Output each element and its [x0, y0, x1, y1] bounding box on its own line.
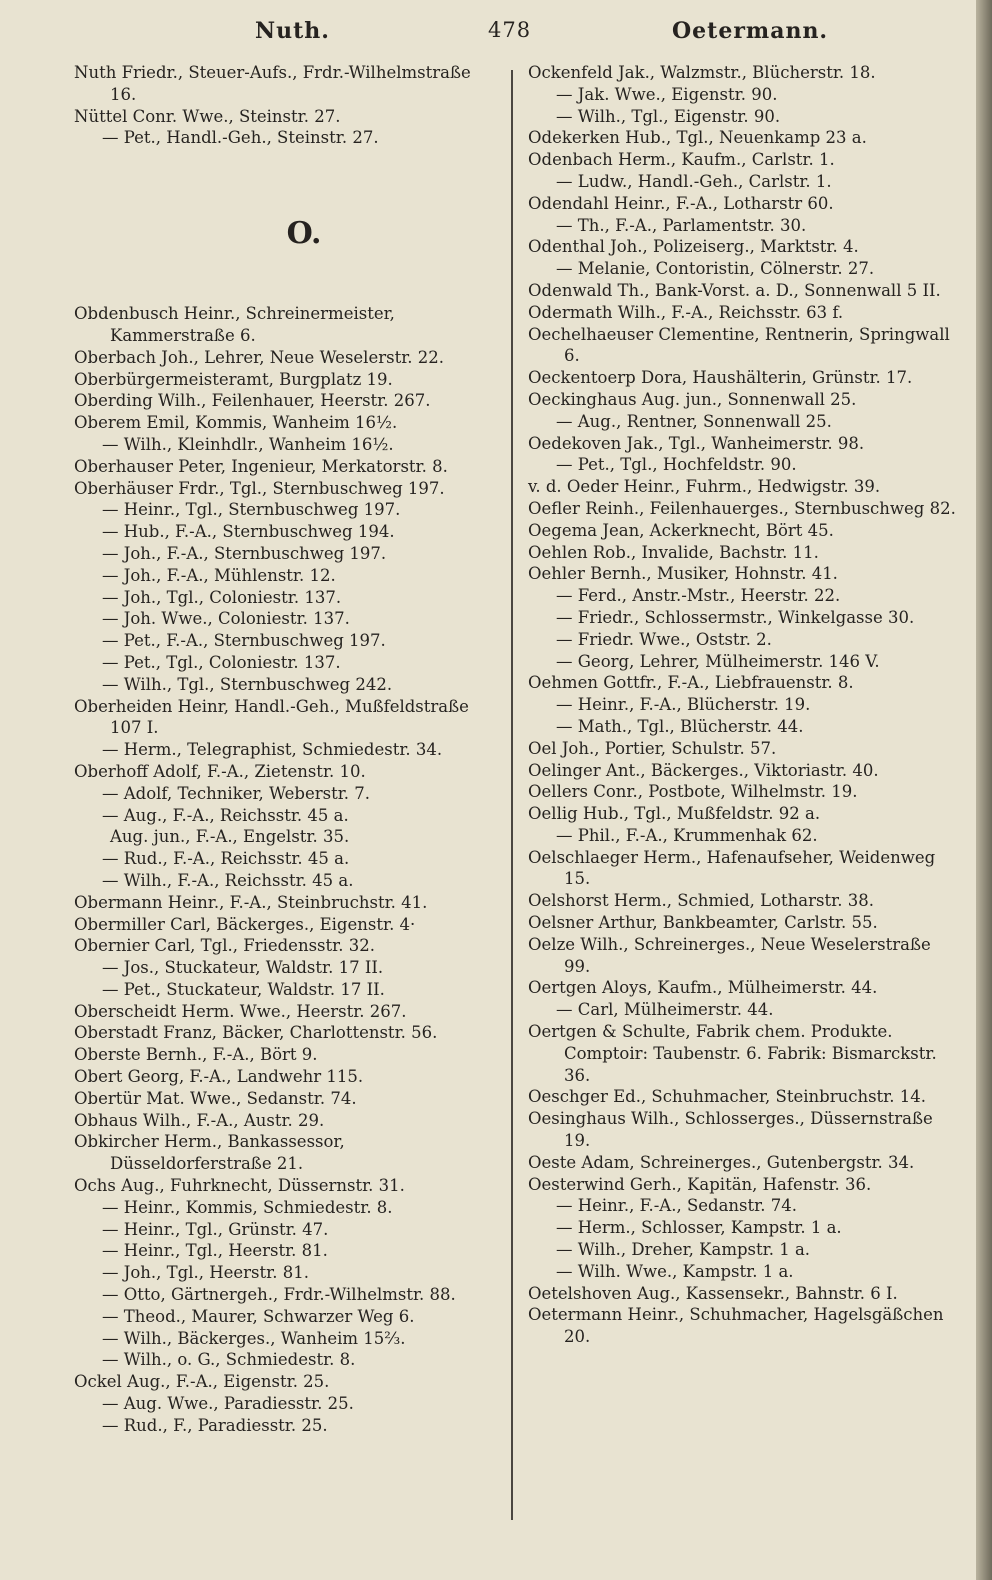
directory-entry: — Jak. Wwe., Eigenstr. 90.	[556, 84, 778, 104]
directory-entry: Oertgen & Schulte, Fabrik chem. Produkte. Comptoir: Taubenstr. 6. Fabrik: Bismarckstr. 36.	[528, 1022, 937, 1085]
directory-entry: Aug. jun., F.-A., Engelstr. 35.	[110, 827, 350, 847]
directory-entry: — Ferd., Anstr.-Mstr., Heerstr. 22.	[556, 586, 841, 606]
directory-entry: Ockel Aug., F.-A., Eigenstr. 25.	[74, 1372, 330, 1392]
directory-entry: Odenwald Th., Bank-Vorst. a. D., Sonnenwall 5 II.	[528, 280, 941, 300]
page-header	[0, 18, 976, 50]
page-number: 478	[488, 18, 532, 42]
directory-entry: Oelinger Ant., Bäckerges., Viktoriastr. 40.	[528, 760, 879, 780]
directory-entry: Obkircher Herm., Bankassessor, Düsseldorferstraße 21.	[74, 1132, 345, 1174]
directory-entry: Oberstadt Franz, Bäcker, Charlottenstr. 56.	[74, 1023, 438, 1043]
directory-entry: Oechelhaeuser Clementine, Rentnerin, Springwall 6.	[528, 324, 950, 366]
directory-entry: Obhaus Wilh., F.-A., Austr. 29.	[74, 1110, 325, 1130]
directory-entry: Oegema Jean, Ackerknecht, Bört 45.	[528, 520, 834, 540]
directory-entry: — Theod., Maurer, Schwarzer Weg 6.	[102, 1306, 415, 1326]
directory-entry: — Heinr., Tgl., Heerstr. 81.	[102, 1241, 328, 1261]
right-column	[528, 62, 956, 1348]
directory-entry: — Joh., Tgl., Coloniestr. 137.	[102, 587, 342, 607]
directory-entry: — Pet., F.-A., Sternbuschweg 197.	[102, 631, 386, 651]
directory-entry: — Wilh., Kleinhdlr., Wanheim 16½.	[102, 434, 394, 454]
directory-entry: — Joh., F.-A., Mühlenstr. 12.	[102, 565, 336, 585]
directory-entry: — Rud., F., Paradiesstr. 25.	[102, 1415, 328, 1435]
header-right-keyword: Oetermann.	[672, 18, 829, 44]
directory-entry: Oetelshoven Aug., Kassensekr., Bahnstr. 6 I.	[528, 1283, 898, 1303]
directory-entry: — Joh. Wwe., Coloniestr. 137.	[102, 609, 350, 629]
directory-entry: — Wilh., o. G., Schmiedestr. 8.	[102, 1350, 356, 1370]
directory-entry: — Pet., Tgl., Hochfeldstr. 90.	[556, 455, 797, 475]
directory-entry: — Joh., Tgl., Heerstr. 81.	[102, 1263, 309, 1283]
directory-entry: Oesterwind Gerh., Kapitän, Hafenstr. 36.	[528, 1174, 872, 1194]
directory-entry: Nüttel Conr. Wwe., Steinstr. 27.	[74, 106, 341, 126]
directory-entry: — Heinr., Tgl., Sternbuschweg 197.	[102, 500, 401, 520]
directory-entry: Nuth Friedr., Steuer-Aufs., Frdr.-Wilhelmstraße 16.	[74, 63, 471, 104]
directory-entry: — Aug., F.-A., Reichsstr. 45 a.	[102, 805, 349, 825]
directory-entry: Obermann Heinr., F.-A., Steinbruchstr. 41.	[74, 892, 428, 912]
column-divider	[511, 70, 513, 1520]
directory-entry: Obdenbusch Heinr., Schreinermeister, Kammerstraße 6.	[74, 304, 395, 345]
directory-entry: Oefler Reinh., Feilenhauerges., Sternbuschweg 82.	[528, 498, 956, 518]
directory-entry: — Friedr. Wwe., Oststr. 2.	[556, 629, 772, 649]
directory-entry: — Hub., F.-A., Sternbuschweg 194.	[102, 522, 395, 542]
directory-entry: — Th., F.-A., Parlamentstr. 30.	[556, 215, 807, 235]
directory-entry: Obertür Mat. Wwe., Sedanstr. 74.	[74, 1088, 357, 1108]
directory-entry: Oberscheidt Herm. Wwe., Heerstr. 267.	[74, 1001, 407, 1021]
directory-entry: — Joh., F.-A., Sternbuschweg 197.	[102, 543, 387, 563]
directory-entry: Oberem Emil, Kommis, Wanheim 16½.	[74, 413, 398, 433]
directory-entry: Oelze Wilh., Schreinerges., Neue Weselerstraße 99.	[528, 934, 931, 976]
directory-entry: — Melanie, Contoristin, Cölnerstr. 27.	[556, 259, 875, 279]
directory-entry: Oedekoven Jak., Tgl., Wanheimerstr. 98.	[528, 433, 865, 453]
directory-entry: — Ludw., Handl.-Geh., Carlstr. 1.	[556, 171, 832, 191]
directory-entry: — Jos., Stuckateur, Waldstr. 17 II.	[102, 958, 384, 978]
directory-entry: Odekerken Hub., Tgl., Neuenkamp 23 a.	[528, 128, 867, 148]
directory-entry: — Herm., Telegraphist, Schmiedestr. 34.	[102, 740, 443, 760]
left-column-top-entries	[74, 62, 494, 149]
directory-entry: Ochs Aug., Fuhrknecht, Düssernstr. 31.	[74, 1176, 405, 1196]
directory-entry: Oellig Hub., Tgl., Mußfeldstr. 92 a.	[528, 804, 821, 824]
directory-entry: Odermath Wilh., F.-A., Reichsstr. 63 f.	[528, 302, 844, 322]
directory-entry: — Heinr., Kommis, Schmiedestr. 8.	[102, 1197, 393, 1217]
directory-entry: — Math., Tgl., Blücherstr. 44.	[556, 716, 804, 736]
directory-entry: — Wilh., Bäckerges., Wanheim 15⅔.	[102, 1328, 406, 1348]
directory-entry: — Heinr., F.-A., Sedanstr. 74.	[556, 1196, 797, 1216]
directory-entry: — Phil., F.-A., Krummenhak 62.	[556, 825, 818, 845]
left-column	[74, 62, 494, 1437]
left-column-entries	[74, 303, 494, 1436]
directory-entry: — Heinr., F.-A., Blücherstr. 19.	[556, 695, 811, 715]
directory-entry: Ockenfeld Jak., Walzmstr., Blücherstr. 18.	[528, 63, 876, 82]
directory-entry: — Herm., Schlosser, Kampstr. 1 a.	[556, 1218, 842, 1238]
directory-entry: — Carl, Mülheimerstr. 44.	[556, 1000, 774, 1020]
directory-entry: Oertgen Aloys, Kaufm., Mülheimerstr. 44.	[528, 978, 878, 998]
directory-entry: Oel Joh., Portier, Schulstr. 57.	[528, 738, 777, 758]
directory-entry: — Aug. Wwe., Paradiesstr. 25.	[102, 1394, 354, 1414]
directory-entry: Obert Georg, F.-A., Landwehr 115.	[74, 1067, 364, 1087]
directory-entry: — Pet., Tgl., Coloniestr. 137.	[102, 652, 341, 672]
page-edge	[976, 0, 992, 1580]
directory-entry: — Wilh. Wwe., Kampstr. 1 a.	[556, 1261, 794, 1281]
directory-entry: Oelshorst Herm., Schmied, Lotharstr. 38.	[528, 891, 874, 911]
directory-entry: Obermiller Carl, Bäckerges., Eigenstr. 4·	[74, 914, 416, 934]
directory-entry: Odendahl Heinr., F.-A., Lotharstr 60.	[528, 193, 834, 213]
directory-entry: — Pet., Handl.-Geh., Steinstr. 27.	[102, 128, 379, 148]
directory-entry: Oehlen Rob., Invalide, Bachstr. 11.	[528, 542, 819, 562]
directory-entry: — Adolf, Techniker, Weberstr. 7.	[102, 783, 371, 803]
directory-entry: Oesinghaus Wilh., Schlosserges., Düssernstraße 19.	[528, 1109, 933, 1151]
directory-entry: Odenthal Joh., Polizeiserg., Marktstr. 4.	[528, 237, 859, 257]
directory-entry: — Rud., F.-A., Reichsstr. 45 a.	[102, 849, 350, 869]
directory-entry: — Georg, Lehrer, Mülheimerstr. 146 V.	[556, 651, 880, 671]
directory-entry: — Pet., Stuckateur, Waldstr. 17 II.	[102, 979, 385, 999]
directory-entry: Oberhäuser Frdr., Tgl., Sternbuschweg 197.	[74, 478, 445, 498]
directory-entry: Oberheiden Heinr, Handl.-Geh., Mußfeldstraße 107 I.	[74, 696, 469, 738]
directory-entry: Oberhauser Peter, Ingenieur, Merkatorstr. 8.	[74, 456, 448, 476]
directory-entry: — Aug., Rentner, Sonnenwall 25.	[556, 411, 832, 431]
directory-entry: Oeckinghaus Aug. jun., Sonnenwall 25.	[528, 389, 857, 409]
directory-entry: — Wilh., Dreher, Kampstr. 1 a.	[556, 1240, 811, 1260]
directory-entry: Oetermann Heinr., Schuhmacher, Hagelsgäßchen 20.	[528, 1305, 944, 1347]
directory-entry: — Otto, Gärtnergeh., Frdr.-Wilhelmstr. 88.	[102, 1285, 456, 1305]
directory-entry: Oeschger Ed., Schuhmacher, Steinbruchstr. 14.	[528, 1087, 926, 1107]
directory-entry: — Wilh., Tgl., Eigenstr. 90.	[556, 106, 781, 126]
directory-entry: Oeckentoerp Dora, Haushälterin, Grünstr. 17.	[528, 368, 913, 388]
directory-entry: — Wilh., Tgl., Sternbuschweg 242.	[102, 674, 393, 694]
directory-entry: — Heinr., Tgl., Grünstr. 47.	[102, 1219, 329, 1239]
directory-entry: Oelschlaeger Herm., Hafenaufseher, Weidenweg 15.	[528, 847, 936, 889]
directory-entry: — Wilh., F.-A., Reichsstr. 45 a.	[102, 870, 354, 890]
directory-entry: Oberbach Joh., Lehrer, Neue Weselerstr. 22.	[74, 347, 445, 367]
directory-entry: Oellers Conr., Postbote, Wilhelmstr. 19.	[528, 782, 858, 802]
directory-entry: Oelsner Arthur, Bankbeamter, Carlstr. 55.	[528, 913, 878, 933]
directory-entry: — Friedr., Schlossermstr., Winkelgasse 30.	[556, 607, 915, 627]
directory-entry: Oeste Adam, Schreinerges., Gutenbergstr. 34.	[528, 1152, 915, 1172]
directory-entry: Oehler Bernh., Musiker, Hohnstr. 41.	[528, 564, 838, 584]
directory-entry: v. d. Oeder Heinr., Fuhrm., Hedwigstr. 39.	[528, 477, 881, 497]
header-left-keyword: Nuth.	[255, 18, 330, 44]
directory-entry: Oberding Wilh., Feilenhauer, Heerstr. 267.	[74, 391, 431, 411]
directory-entry: Oberhoff Adolf, F.-A., Zietenstr. 10.	[74, 761, 366, 781]
directory-entry: Oehmen Gottfr., F.-A., Liebfrauenstr. 8.	[528, 673, 854, 693]
directory-entry: Oberste Bernh., F.-A., Bört 9.	[74, 1045, 318, 1065]
section-letter: O.	[286, 216, 322, 252]
directory-entry: Odenbach Herm., Kaufm., Carlstr. 1.	[528, 150, 835, 170]
directory-entry: Oberbürgermeisteramt, Burgplatz 19.	[74, 369, 393, 389]
directory-entry: Obernier Carl, Tgl., Friedensstr. 32.	[74, 936, 375, 956]
